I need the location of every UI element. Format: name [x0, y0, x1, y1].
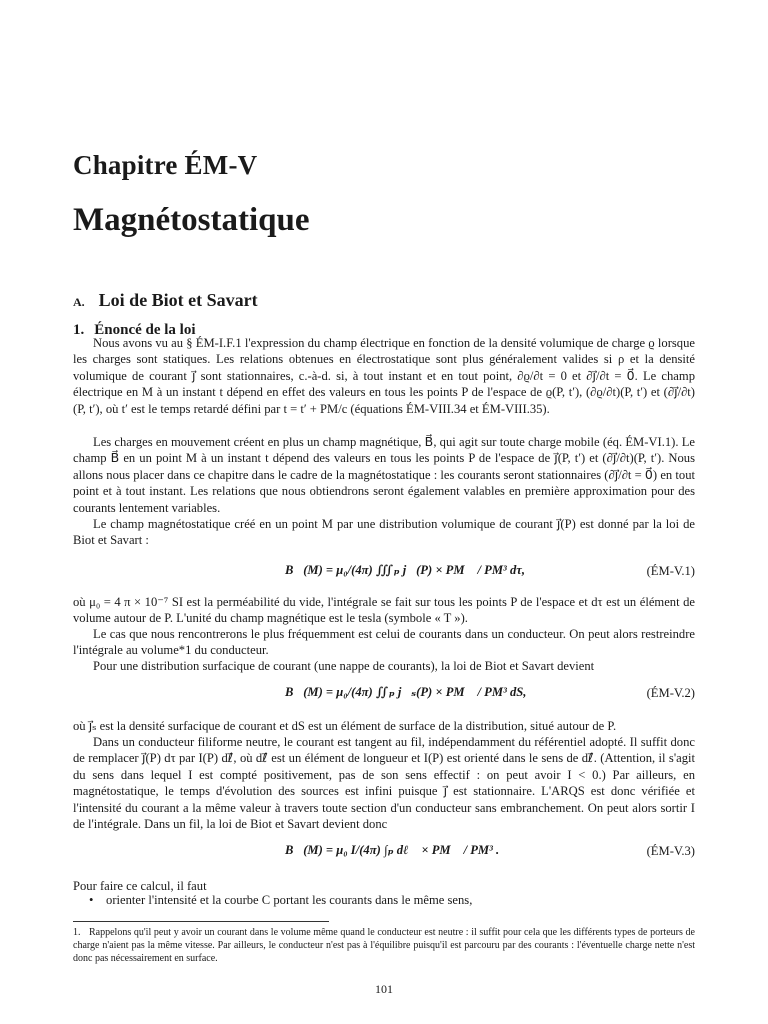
paragraph-filiform: Dans un conducteur filiforme neutre, le courant est tangent au fil, indépendamment du référentiel adopté. Il suffit donc de remplacer j⃗(P) dτ par I(P) dℓ⃗, où dℓ⃗ est un élément de longueur et I(P) est orienté dans le sens de dℓ⃗. (Attention, il s'agit du sens dans lequel I est compté positivement, pas de son sens effectif : on peut avoir I < 0.) Par ailleurs, en magnétostatique, le temps d'évolution des sources est infini puisque j⃗ est stationnaire. L'ARQS est donc vérifiée et l'intensité du courant a la même valeur à travers toute section d'un conducteur sans embranchement. On peut alors sortir I de l'intégrale. Dans un fil, la loi de Biot et Savart devient donc [73, 735, 695, 832]
equation-2-label: (ÉM-V.2) [646, 686, 695, 700]
equation-1-label: (ÉM-V.1) [646, 564, 695, 578]
equation-3-label: (ÉM-V.3) [646, 844, 695, 858]
paragraph-biot-savart: Le champ magnétostatique créé en un point M par une distribution volumique de courant j⃗(P) est donné par la loi de Biot et Savart : [73, 517, 695, 548]
subsection-number: 1. [73, 322, 85, 338]
chapter-label: Chapitre ÉM-V [73, 150, 258, 180]
section-letter: A. [73, 295, 85, 309]
bullet-icon: • [89, 893, 107, 907]
paragraph-intro: Nous avons vu au § ÉM-I.F.1 l'expression du champ électrique en fonction de la densité volumique de charge ϱ lorsque les charges sont statiques. Les relations obtenues en électrostatique sont plus généralement valides si ρ et la densité volumique de courant j⃗ sont stationnaires, c.-à-d. si, à tout instant et en tout point, ∂ϱ/∂t = 0 et ∂j⃗/∂t = 0⃗. Le champ électrique en M à un instant t dépend en effet des valeurs en tous les points P de l'espace de ϱ(P, t′), (∂ϱ/∂t)(P, t′) et (∂j⃗/∂t)(P, t′), où t′ est le temps retardé défini par t = t′ + PM/c (équations ÉM-VIII.34 et ÉM-VIII.35). [73, 336, 695, 416]
paragraph-mu0: où μ₀ = 4 π × 10⁻⁷ SI est la perméabilité du vide, l'intégrale se fait sur tous les points P de l'espace et dτ est un élément de volume autour de P. L'unité du champ magnétique est le tesla (symbole « T »). [73, 595, 695, 626]
paragraph-calcul: Pour faire ce calcul, il faut [73, 879, 207, 893]
equation-2 [73, 672, 695, 718]
page-number: 101 [375, 982, 393, 996]
paragraph-js: où j⃗ₛ est la densité surfacique de courant et dS est un élément de surface de la distribution, situé autour de P. [73, 719, 617, 733]
section-heading [73, 290, 258, 311]
list-item [89, 893, 472, 908]
equation-3-formula: B⃗(M) = μ₀ I/(4π) ∫ₚ dℓ⃗ × PM⃗ / PM³ . [285, 843, 500, 857]
subsection-title: Énoncé de la loi [94, 322, 196, 338]
footnote-divider [73, 921, 329, 922]
list-item-text: orienter l'intensité et la courbe C portant les courants dans le même sens, [106, 893, 473, 907]
paragraph-magnetic-field: Les charges en mouvement créent en plus un champ magnétique, B⃗, qui agit sur toute charge mobile (éq. ÉM-VI.1). Le champ B⃗ en un point M à un instant t dépend des valeurs en tous les points P de l'espace de j⃗(P, t′) et (∂j⃗/∂t)(P, t′). Nous allons nous placer dans ce chapitre dans le cadre de la magnétostatique : les courants seront stationnaires (∂j⃗/∂t = 0⃗) en tout point et à tout instant. Les relations que nous obtiendrons seront également valables en première approximation pour des courants lentement variables. [73, 435, 695, 515]
footnote [73, 926, 695, 965]
footnote-text: Rappelons qu'il peut y avoir un courant dans le volume même quand le conducteur est neutre : il suffit pour cela que les différents types de porteurs de charge n'aient pas la même vitesse. Par ailleurs, le conducteur n'est pas à l'équilibre puisqu'il est parcouru par des courants : l'éventuelle charge nette n'est donc pas nécessairement en surface. [73, 927, 695, 964]
footnote-number: 1. [73, 927, 81, 938]
chapter-title: Magnétostatique [73, 202, 310, 238]
paragraph-conductor: Le cas que nous rencontrerons le plus fréquemment est celui de courants dans un conducteur. On peut alors restreindre l'intégrale au volume*1 du conducteur. [73, 627, 695, 658]
equation-3 [73, 830, 695, 876]
equation-1-formula: B⃗(M) = μ₀/(4π) ∭ₚ j⃗(P) × PM⃗ / PM³ dτ, [285, 563, 525, 577]
section-title: Loi de Biot et Savart [98, 290, 258, 310]
paragraph-surface: Pour une distribution surfacique de courant (une nappe de courants), la loi de Biot et Savart devient [93, 659, 595, 673]
equation-2-formula: B⃗(M) = μ₀/(4π) ∬ₚ j⃗ₛ(P) × PM⃗ / PM³ dS, [285, 685, 527, 699]
equation-1 [73, 550, 695, 596]
